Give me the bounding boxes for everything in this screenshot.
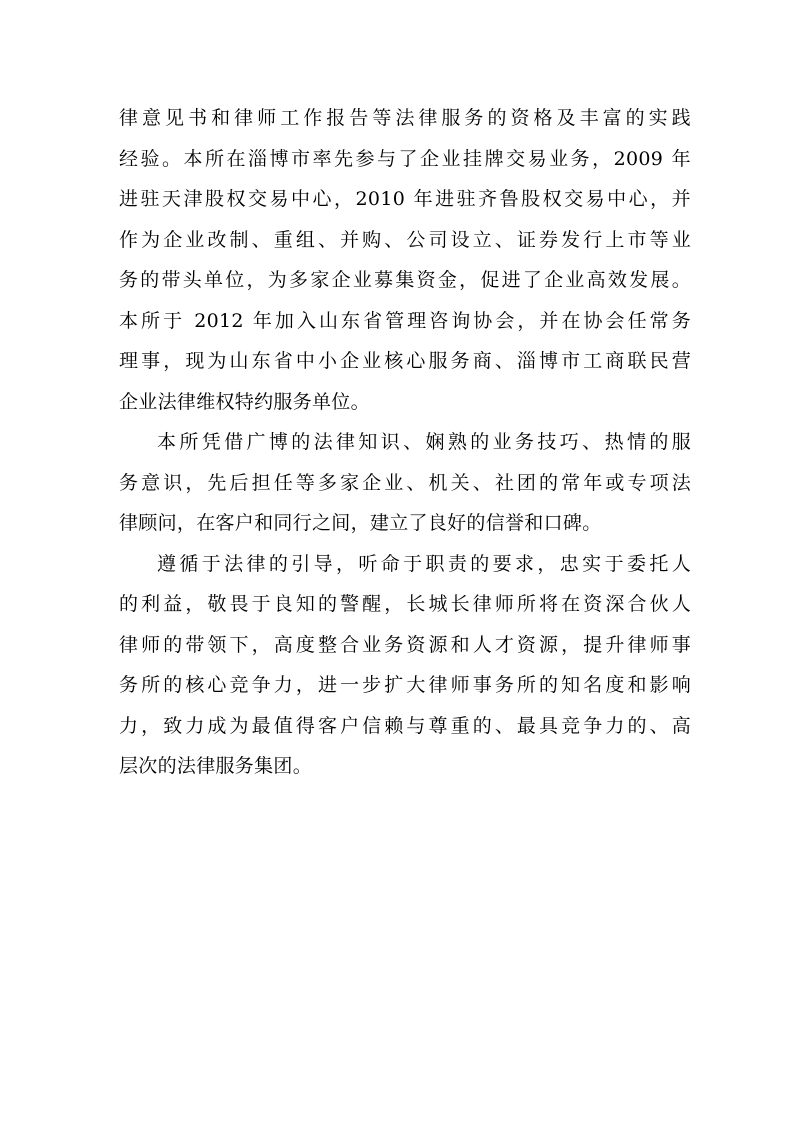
text-line: 层次的法律服务集团。 <box>119 755 313 777</box>
document-body <box>119 98 691 787</box>
text-line: 企业法律维权特约服务单位。 <box>119 390 370 413</box>
paragraph-3 <box>119 544 691 787</box>
text-line: 力，致力成为最值得客户信赖与尊重的、最具竞争力的、高 <box>119 714 691 737</box>
text-line: 作为企业改制、重组、并购、公司设立、证券发行上市等业 <box>119 228 691 251</box>
text-line: 进驻天津股权交易中心，2010 年进驻齐鲁股权交易中心，并 <box>119 188 691 210</box>
text-line: 理事，现为山东省中小企业核心服务商、淄博市工商联民营 <box>119 350 691 372</box>
text-line: 本所于 2012 年加入山东省管理咨询协会，并在协会任常务 <box>119 309 691 332</box>
text-line: 本所凭借广博的法律知识、娴熟的业务技巧、热情的服 <box>157 431 691 453</box>
text-line: 务意识，先后担任等多家企业、机关、社团的常年或专项法 <box>119 471 691 494</box>
text-line: 律顾问，在客户和同行之间，建立了良好的信誉和口碑。 <box>119 512 602 534</box>
text-line: 律师的带领下，高度整合业务资源和人才资源，提升律师事 <box>119 633 691 656</box>
text-line: 的利益，敬畏于良知的警醒，长城长律师所将在资深合伙人 <box>119 593 691 615</box>
text-line: 遵循于法律的引导，听命于职责的要求，忠实于委托人 <box>157 552 691 575</box>
text-line: 务所的核心竞争力，进一步扩大律师事务所的知名度和影响 <box>119 674 691 696</box>
text-line: 经验。本所在淄博市率先参与了企业挂牌交易业务，2009 年 <box>119 147 691 170</box>
text-line: 务的带头单位，为多家企业募集资金，促进了企业高效发展。 <box>119 269 691 291</box>
paragraph-2 <box>119 422 691 544</box>
text-line: 律意见书和律师工作报告等法律服务的资格及丰富的实践 <box>119 107 691 129</box>
paragraph-1 <box>119 98 691 422</box>
